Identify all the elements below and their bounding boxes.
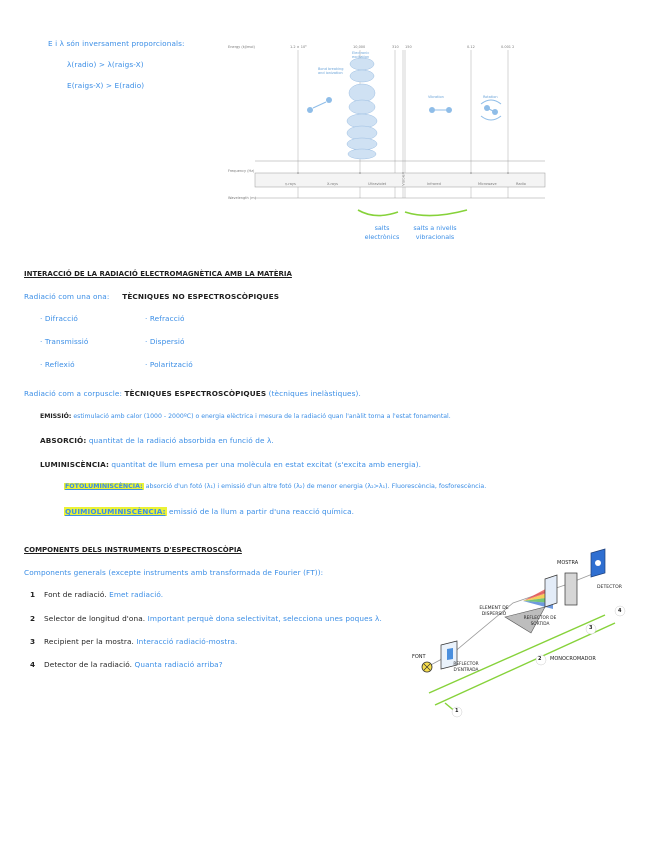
- photoluminescence-line: [64, 483, 486, 490]
- component-item: [30, 590, 163, 599]
- component-label: Selector de longitud d'ona.: [44, 614, 146, 623]
- frequency-axis-label: Frequency (Hz): [228, 169, 255, 173]
- luminescence-text: quantitat de llum emesa per una molècula en estat excitat (s'excita amb energia).: [111, 460, 422, 469]
- label-mostra: MOSTRA: [557, 560, 579, 566]
- chemiluminescence-line: [64, 507, 354, 516]
- wave-item: · Refracció: [145, 314, 185, 323]
- label-font: FONT: [412, 654, 426, 660]
- energy-tick: 1.2 × 10⁶: [290, 45, 307, 49]
- em-spectrum-diagram: [225, 36, 555, 206]
- component-item: [30, 614, 382, 623]
- wave-item: · Difracció: [40, 314, 78, 323]
- absorption-label: ABSORCIÓ:: [40, 436, 87, 445]
- energy-tick: 150: [405, 45, 412, 49]
- annotation-vibrational: salts a nivells vibracionals: [413, 224, 457, 241]
- emission-text: estimulació amb calor (1000 - 2000ºC) o energia elèctrica i mesura de la radiació quan l'anàlit torna a l'estat fonamental.: [73, 413, 451, 420]
- wave-item: · Polarització: [145, 360, 193, 369]
- marker-number: 2: [538, 656, 542, 662]
- spectrum-bracket: [355, 208, 475, 224]
- particle-prefix: Radiació com a corpuscle:: [24, 389, 123, 398]
- energy-tick: 10,000: [353, 45, 366, 49]
- component-num: 1: [30, 590, 36, 599]
- region-label: X-rays: [327, 182, 338, 186]
- emission-line: [40, 413, 451, 420]
- component-note: Quanta radiació arriba?: [134, 660, 223, 669]
- energy-tick: 0.12: [467, 45, 475, 49]
- instrument-diagram: [405, 545, 640, 725]
- wave-prefix: Radiació com una ona:: [24, 292, 110, 301]
- wavelength-axis-label: Wavelength (m): [228, 196, 257, 200]
- section-title-components: COMPONENTS DELS INSTRUMENTS D'ESPECTROSCÒPIA: [24, 546, 242, 554]
- marker-number: 4: [618, 608, 622, 614]
- label-entrance-reflector: REFLECTOR D'ENTRADA: [453, 662, 479, 673]
- particle-suffix: (tècniques inelàstiques).: [268, 389, 361, 398]
- label-detector: DETECTOR: [597, 585, 622, 590]
- intro-line-2: λ(radio) > λ(raigs-X): [67, 60, 144, 69]
- energy-tick: 310: [392, 45, 399, 49]
- energy-axis-label: Energy (kJ/mol): [228, 45, 255, 49]
- component-num: 4: [30, 660, 36, 669]
- process-label: Bond breaking and ionization: [318, 67, 344, 75]
- annotation-electronic: salts electrònics: [364, 224, 400, 241]
- region-label: Ultraviolet: [368, 182, 387, 186]
- luminescence-label: LUMINISCÈNCIA:: [40, 460, 109, 469]
- emission-label: EMISSIÓ:: [40, 413, 72, 420]
- component-num: 2: [30, 614, 36, 623]
- wave-item: · Reflexió: [40, 360, 75, 369]
- section-title-interaction: INTERACCIÓ DE LA RADIACIÓ ELECTROMAGNÈTICA AMB LA MATÈRIA: [24, 270, 292, 278]
- chemi-text: emissió de la llum a partir d'una reacció química.: [169, 507, 355, 516]
- component-note: Important perquè dona selectivitat, selecciona unes poques λ.: [147, 614, 382, 623]
- intro-line-1: E i λ són inversament proporcionals:: [48, 39, 185, 48]
- absorption-text: quantitat de la radiació absorbida en funció de λ.: [88, 436, 274, 445]
- particle-title: TÈCNIQUES ESPECTROSCÒPIQUES: [124, 389, 267, 398]
- absorption-line: [40, 436, 274, 445]
- wave-item: · Transmissió: [40, 337, 89, 346]
- intro-line-3: E(raigs-X) > E(radio): [67, 81, 145, 90]
- wave-line: [24, 292, 279, 301]
- region-label: Radio: [516, 182, 526, 186]
- component-num: 3: [30, 637, 36, 646]
- component-note: Interacció radiació-mostra.: [136, 637, 238, 646]
- region-label: Infrared: [427, 182, 441, 186]
- component-item: [30, 637, 237, 646]
- chemi-label: QUIMIOLUMINISCÈNCIA:: [65, 507, 166, 516]
- label-dispersion: ELEMENT DE DISPERSIÓ: [479, 606, 509, 617]
- particle-line: [24, 389, 361, 398]
- region-label: Microwave: [478, 182, 497, 186]
- energy-tick: 0.001 2: [501, 45, 515, 49]
- component-label: Font de radiació.: [44, 590, 107, 599]
- component-item: [30, 660, 223, 669]
- marker-number: 3: [589, 625, 593, 631]
- photo-text: absorció d'un fotó (λ₁) i emissió d'un altre fotó (λ₂) de menor energia (λ₂>λ₁). Fluorescència, fosforescència.: [145, 483, 487, 490]
- region-label: Visible: [401, 174, 406, 186]
- wave-title: TÈCNIQUES NO ESPECTROSCÒPIQUES: [122, 292, 280, 301]
- component-label: Detector de la radiació.: [44, 660, 133, 669]
- component-note: Emet radiació.: [109, 590, 164, 599]
- components-intro: Components generals (excepte instruments amb transformada de Fourier (FT)):: [24, 568, 324, 577]
- process-label: Rotation: [483, 95, 498, 99]
- process-label: Electronic excitation: [352, 51, 370, 59]
- marker-number: 1: [455, 708, 459, 714]
- label-monochromator: MONOCROMADOR: [550, 656, 596, 662]
- region-label: γ-rays: [285, 182, 296, 186]
- label-exit-reflector: REFLECTOR DE SORTIDA: [523, 616, 557, 627]
- process-label: Vibration: [428, 95, 444, 99]
- photo-label: FOTOLUMINISCÈNCIA:: [65, 483, 143, 490]
- luminescence-line: [40, 460, 421, 469]
- component-label: Recipient per la mostra.: [44, 637, 134, 646]
- wave-item: · Dispersió: [145, 337, 185, 346]
